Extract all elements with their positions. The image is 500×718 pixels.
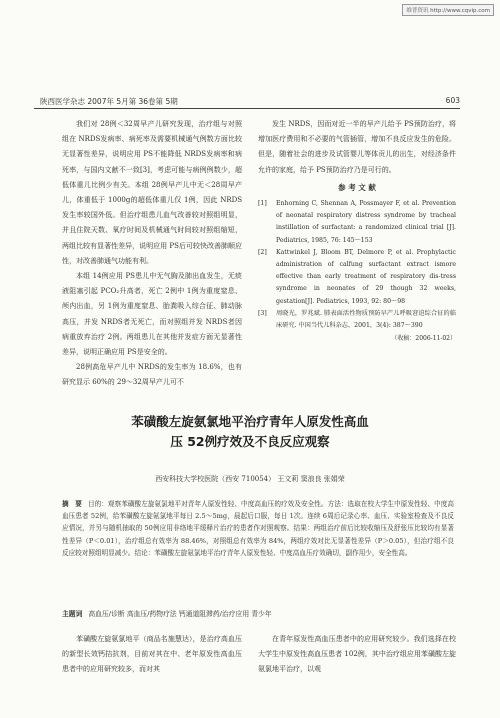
references-heading: 参 考 文 献 xyxy=(338,182,376,192)
abstract xyxy=(62,498,454,559)
received-date: （收稿：2006-11-02） xyxy=(391,335,456,343)
left-column xyxy=(62,117,242,391)
page-number: 603 xyxy=(445,96,460,105)
article-body-left xyxy=(62,632,242,677)
reference-text: Kattwinkel J, Bloom BT, Delmore P, et al. Prophylactic administration of calfung surfactant extract ismore effective than early treatment of respiratory dis-tress syndrome in neonates of 29 though 32 weeks, gestation[J]. Pediatrics, 1993, 92: 80～98 xyxy=(276,248,456,305)
reference-text: 周晓光，罗兆斌. 肺表面活性物质预防早产儿呼吸窘迫综合征的临床研究. 中国当代儿科杂志，2001，3(4): 387～390 xyxy=(276,309,456,330)
page-header xyxy=(34,96,460,109)
keywords xyxy=(62,608,454,618)
reference-number: [1] xyxy=(258,200,267,208)
article-title xyxy=(40,412,460,452)
source-stamp: 维普资讯 http://www.cqvip.com xyxy=(402,4,494,16)
keywords-label: 主题词 xyxy=(62,610,83,618)
paragraph: 本组 14例应用 PS患儿中无气胸及肺出血发生，无痰液阻塞引起 PCO₂升高者，死亡 2例中 1例为重度窒息、颅内出血，另 1例为重度窒息、胎粪吸入综合征、肺动脉高压，并发 NRDS者无死亡，而对照组并发 NRDS者因病重放弃治疗 2例。两组患儿在其他并发症方面无显著性差异，说明正确应用 PS是安全的。 xyxy=(62,272,242,357)
reference-number: [3] xyxy=(258,309,267,317)
article-title-line: 苯磺酸左旋氨氯地平治疗青年人原发性高血 xyxy=(131,414,369,429)
paragraph: 我们对 28例＜32周早产儿研究发现，治疗组与对照组在 NRDS发病率、病死率及需要机械通气例数方面比较无显著性差异，说明应用 PS不能降低 NRDS发病率和病死率，与国内文献不一致[3]，考虑可能与病例例数少，超低体重儿比例少有关。本组 28例早产儿中无＜28周早产儿，体重低于 1000g的超低体重儿仅 1例，因此 NRDS发生率较国外低。但治疗组患儿血气改善较对照组明显，并且住院天数、氧疗时间及机械通气时间较对照组缩短，两组比较有显著性差异，说明应用 PS后可较快改善肺顺应性，对改善肺通气功能有利。 xyxy=(62,120,242,265)
author-line: 西安科技大学校医院（西安 710054） 王文莉 窦浪良 张娟荣 xyxy=(155,475,345,483)
right-column xyxy=(258,117,456,344)
reference-item xyxy=(258,308,456,332)
article-body-right xyxy=(258,632,456,677)
abstract-label: 摘 要 xyxy=(62,500,82,508)
article-title-line: 压 52例疗效及不良反应观察 xyxy=(170,434,330,449)
paragraph: 发生 NRDS，因而对近一半的早产儿给予 PS预防治疗，将增加医疗费用和不必要的气管插管，增加不良反应发生的危险。但是，随着社会的进步及试管婴儿等体贡儿的出生，对经济条件允许的家庭，给予 PS预防治疗乃是可行的。 xyxy=(258,120,456,174)
reference-item xyxy=(258,247,456,308)
reference-number: [2] xyxy=(258,248,267,256)
paragraph: 28例高危早产儿中 NRDS的发生率为 18.6%，也有研究显示 60%的 29～32周早产儿可不 xyxy=(62,363,242,387)
reference-item xyxy=(258,198,456,247)
paragraph: 在青年原发性高血压患者中的应用研究较少。我们选择在校大学生中原发性高血压患者 102例，其中治疗组应用苯磺酸左旋氨氯地平治疗，以观 xyxy=(258,635,456,673)
paragraph: 苯磺酸左旋氨氯地平（商品名施慧达），是治疗高血压的新型长效钙拮抗剂，目前对其在中、老年原发性高血压患者中的应用研究较多，而对其 xyxy=(62,635,242,673)
keywords-text: 高血压/诊断 高血压/药物疗法 钙通道阻滞药/治疗应用 青少年 xyxy=(88,610,272,618)
abstract-text: 目的：观察苯磺酸左旋氨氯地平对青年人原发性轻、中度高血压的疗效及安全性。方法：选取在校大学生中原发性轻、中度高血压患者 52例，给苯磺酸左旋氨氯地平每日 2.5～5mg，晨起后口服，每日 1次。连续 6周后记录心率、血压、实验室检查及不良反应情况，并另与随机抽取的 50例应用非络地平缓释片治疗的患者作对照观察。结果：两组治疗前后比较收缩压及舒张压比较均有显著性差异（P＜0.01），治疗组总有效率为 88.46%，对照组总有效率为 84%，两组疗效对比无显著性差异（P＞0.05），但治疗组不良反应较对照组明显减少。结论：苯磺酸左旋氨氯地平治疗青年人原发性轻、中度高血压疗效确切，副作用少，安全性高。 xyxy=(62,500,454,557)
reference-text: Enhorning C, Shennan A, Possmayer F, et al. Prevention of neonatal respiratory distress syndrome by tracheal instillation of surfactant: a randomized clinical trial [J]. Pediatrics, 1985, 76: 145～153 xyxy=(276,200,456,244)
journal-info: 陕西医学杂志 2007年 5月第 36卷第 5期 xyxy=(40,97,178,106)
